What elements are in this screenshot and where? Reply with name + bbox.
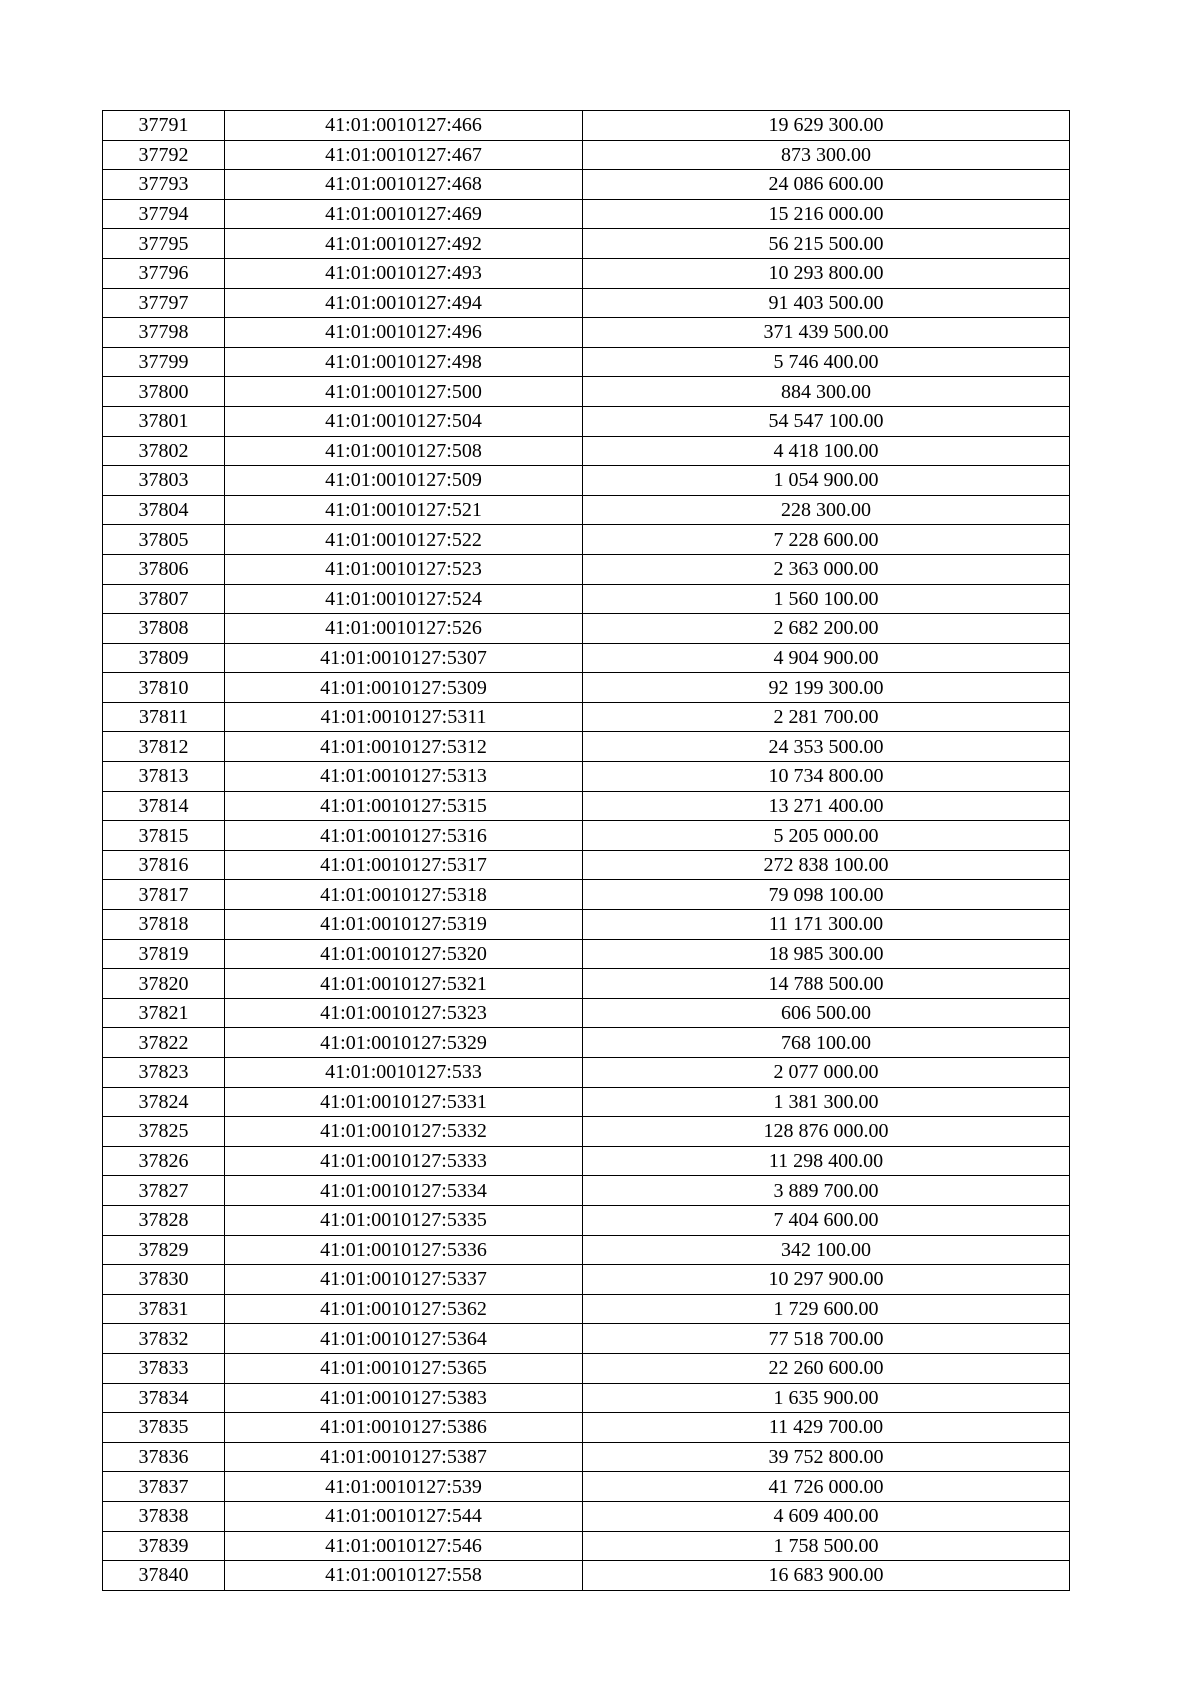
row-number-cell: 37811 — [103, 702, 225, 732]
row-number-cell: 37818 — [103, 910, 225, 940]
row-number-cell: 37823 — [103, 1058, 225, 1088]
cadastral-value-cell: 3 889 700.00 — [583, 1176, 1070, 1206]
cadastral-number-cell: 41:01:0010127:5387 — [225, 1442, 583, 1472]
table-row — [103, 732, 1070, 762]
cadastral-value-cell: 1 560 100.00 — [583, 584, 1070, 614]
row-number-cell: 37824 — [103, 1087, 225, 1117]
cadastral-value-cell: 1 758 500.00 — [583, 1531, 1070, 1561]
row-number-cell: 37815 — [103, 821, 225, 851]
cadastral-value-cell: 2 077 000.00 — [583, 1058, 1070, 1088]
cadastral-value-cell: 1 729 600.00 — [583, 1294, 1070, 1324]
row-number-cell: 37799 — [103, 347, 225, 377]
cadastral-value-cell: 13 271 400.00 — [583, 791, 1070, 821]
table-row — [103, 1235, 1070, 1265]
row-number-cell: 37825 — [103, 1117, 225, 1147]
table-row — [103, 1146, 1070, 1176]
cadastral-number-cell: 41:01:0010127:526 — [225, 614, 583, 644]
row-number-cell: 37822 — [103, 1028, 225, 1058]
row-number-cell: 37805 — [103, 525, 225, 555]
row-number-cell: 37840 — [103, 1561, 225, 1591]
row-number-cell: 37798 — [103, 318, 225, 348]
row-number-cell: 37837 — [103, 1472, 225, 1502]
cadastral-value-cell: 10 734 800.00 — [583, 762, 1070, 792]
cadastral-number-cell: 41:01:0010127:494 — [225, 288, 583, 318]
row-number-cell: 37828 — [103, 1205, 225, 1235]
cadastral-number-cell: 41:01:0010127:5307 — [225, 643, 583, 673]
cadastral-number-cell: 41:01:0010127:539 — [225, 1472, 583, 1502]
table-row — [103, 762, 1070, 792]
cadastral-number-cell: 41:01:0010127:5316 — [225, 821, 583, 851]
row-number-cell: 37812 — [103, 732, 225, 762]
cadastral-number-cell: 41:01:0010127:5331 — [225, 1087, 583, 1117]
cadastral-number-cell: 41:01:0010127:523 — [225, 554, 583, 584]
cadastral-value-cell: 14 788 500.00 — [583, 969, 1070, 999]
row-number-cell: 37791 — [103, 111, 225, 141]
cadastral-number-cell: 41:01:0010127:5332 — [225, 1117, 583, 1147]
cadastral-number-cell: 41:01:0010127:5362 — [225, 1294, 583, 1324]
row-number-cell: 37830 — [103, 1265, 225, 1295]
table-row — [103, 1383, 1070, 1413]
table-row — [103, 199, 1070, 229]
row-number-cell: 37821 — [103, 998, 225, 1028]
cadastral-number-cell: 41:01:0010127:493 — [225, 258, 583, 288]
cadastral-value-cell: 24 086 600.00 — [583, 170, 1070, 200]
cadastral-number-cell: 41:01:0010127:5313 — [225, 762, 583, 792]
row-number-cell: 37826 — [103, 1146, 225, 1176]
row-number-cell: 37800 — [103, 377, 225, 407]
cadastral-number-cell: 41:01:0010127:5309 — [225, 673, 583, 703]
row-number-cell: 37817 — [103, 880, 225, 910]
cadastral-value-cell: 1 381 300.00 — [583, 1087, 1070, 1117]
cadastral-number-cell: 41:01:0010127:5365 — [225, 1353, 583, 1383]
cadastral-number-cell: 41:01:0010127:509 — [225, 466, 583, 496]
cadastral-number-cell: 41:01:0010127:5383 — [225, 1383, 583, 1413]
cadastral-value-cell: 77 518 700.00 — [583, 1324, 1070, 1354]
cadastral-number-cell: 41:01:0010127:5312 — [225, 732, 583, 762]
table-row — [103, 347, 1070, 377]
cadastral-number-cell: 41:01:0010127:5323 — [225, 998, 583, 1028]
cadastral-number-cell: 41:01:0010127:524 — [225, 584, 583, 614]
cadastral-number-cell: 41:01:0010127:508 — [225, 436, 583, 466]
table-row — [103, 850, 1070, 880]
cadastral-value-cell: 4 418 100.00 — [583, 436, 1070, 466]
cadastral-number-cell: 41:01:0010127:546 — [225, 1531, 583, 1561]
cadastral-value-cell: 5 205 000.00 — [583, 821, 1070, 851]
cadastral-number-cell: 41:01:0010127:5317 — [225, 850, 583, 880]
cadastral-number-cell: 41:01:0010127:496 — [225, 318, 583, 348]
cadastral-number-cell: 41:01:0010127:5319 — [225, 910, 583, 940]
table-row — [103, 229, 1070, 259]
cadastral-number-cell: 41:01:0010127:5311 — [225, 702, 583, 732]
row-number-cell: 37807 — [103, 584, 225, 614]
cadastral-value-cell: 11 429 700.00 — [583, 1413, 1070, 1443]
table-row — [103, 1117, 1070, 1147]
table-row — [103, 1353, 1070, 1383]
cadastral-number-cell: 41:01:0010127:498 — [225, 347, 583, 377]
row-number-cell: 37803 — [103, 466, 225, 496]
cadastral-value-cell: 371 439 500.00 — [583, 318, 1070, 348]
cadastral-value-cell: 10 293 800.00 — [583, 258, 1070, 288]
cadastral-number-cell: 41:01:0010127:544 — [225, 1501, 583, 1531]
row-number-cell: 37795 — [103, 229, 225, 259]
row-number-cell: 37806 — [103, 554, 225, 584]
table-row — [103, 910, 1070, 940]
row-number-cell: 37820 — [103, 969, 225, 999]
cadastral-number-cell: 41:01:0010127:558 — [225, 1561, 583, 1591]
table-row — [103, 436, 1070, 466]
table-row — [103, 288, 1070, 318]
row-number-cell: 37833 — [103, 1353, 225, 1383]
cadastral-number-cell: 41:01:0010127:500 — [225, 377, 583, 407]
row-number-cell: 37832 — [103, 1324, 225, 1354]
cadastral-value-cell: 10 297 900.00 — [583, 1265, 1070, 1295]
cadastral-number-cell: 41:01:0010127:492 — [225, 229, 583, 259]
cadastral-number-cell: 41:01:0010127:521 — [225, 495, 583, 525]
cadastral-number-cell: 41:01:0010127:5337 — [225, 1265, 583, 1295]
cadastral-value-cell: 2 682 200.00 — [583, 614, 1070, 644]
cadastral-value-cell: 7 228 600.00 — [583, 525, 1070, 555]
cadastral-value-cell: 4 609 400.00 — [583, 1501, 1070, 1531]
table-row — [103, 140, 1070, 170]
cadastral-value-cell: 228 300.00 — [583, 495, 1070, 525]
cadastral-number-cell: 41:01:0010127:533 — [225, 1058, 583, 1088]
cadastral-value-cell: 91 403 500.00 — [583, 288, 1070, 318]
row-number-cell: 37796 — [103, 258, 225, 288]
cadastral-number-cell: 41:01:0010127:5333 — [225, 1146, 583, 1176]
table-row — [103, 111, 1070, 141]
cadastral-value-cell: 11 171 300.00 — [583, 910, 1070, 940]
row-number-cell: 37831 — [103, 1294, 225, 1324]
cadastral-value-cell: 16 683 900.00 — [583, 1561, 1070, 1591]
row-number-cell: 37793 — [103, 170, 225, 200]
table-row — [103, 998, 1070, 1028]
cadastral-value-cell: 15 216 000.00 — [583, 199, 1070, 229]
row-number-cell: 37804 — [103, 495, 225, 525]
cadastral-value-cell: 92 199 300.00 — [583, 673, 1070, 703]
row-number-cell: 37808 — [103, 614, 225, 644]
cadastral-value-cell: 1 054 900.00 — [583, 466, 1070, 496]
cadastral-value-cell: 768 100.00 — [583, 1028, 1070, 1058]
row-number-cell: 37792 — [103, 140, 225, 170]
table-row — [103, 791, 1070, 821]
cadastral-number-cell: 41:01:0010127:5318 — [225, 880, 583, 910]
table-row — [103, 258, 1070, 288]
cadastral-value-cell: 1 635 900.00 — [583, 1383, 1070, 1413]
cadastral-number-cell: 41:01:0010127:5329 — [225, 1028, 583, 1058]
cadastral-value-cell: 4 904 900.00 — [583, 643, 1070, 673]
cadastral-value-cell: 873 300.00 — [583, 140, 1070, 170]
table-row — [103, 170, 1070, 200]
cadastral-value-cell: 342 100.00 — [583, 1235, 1070, 1265]
table-row — [103, 584, 1070, 614]
cadastral-value-cell: 41 726 000.00 — [583, 1472, 1070, 1502]
cadastral-number-cell: 41:01:0010127:5321 — [225, 969, 583, 999]
table-row — [103, 406, 1070, 436]
row-number-cell: 37801 — [103, 406, 225, 436]
row-number-cell: 37809 — [103, 643, 225, 673]
cadastral-value-cell: 56 215 500.00 — [583, 229, 1070, 259]
cadastral-number-cell: 41:01:0010127:5320 — [225, 939, 583, 969]
table-row — [103, 495, 1070, 525]
cadastral-value-cell: 22 260 600.00 — [583, 1353, 1070, 1383]
table-row — [103, 1472, 1070, 1502]
row-number-cell: 37816 — [103, 850, 225, 880]
table-row — [103, 1205, 1070, 1235]
cadastral-number-cell: 41:01:0010127:5336 — [225, 1235, 583, 1265]
table-row — [103, 554, 1070, 584]
cadastral-number-cell: 41:01:0010127:5335 — [225, 1205, 583, 1235]
table-row — [103, 1087, 1070, 1117]
table-row — [103, 1501, 1070, 1531]
table-row — [103, 1028, 1070, 1058]
table-row — [103, 939, 1070, 969]
table-row — [103, 643, 1070, 673]
row-number-cell: 37810 — [103, 673, 225, 703]
row-number-cell: 37794 — [103, 199, 225, 229]
cadastral-value-cell: 19 629 300.00 — [583, 111, 1070, 141]
table-row — [103, 525, 1070, 555]
table-row — [103, 1058, 1070, 1088]
row-number-cell: 37835 — [103, 1413, 225, 1443]
cadastral-value-cell: 11 298 400.00 — [583, 1146, 1070, 1176]
cadastral-value-cell: 272 838 100.00 — [583, 850, 1070, 880]
cadastral-number-cell: 41:01:0010127:466 — [225, 111, 583, 141]
cadastral-value-cell: 7 404 600.00 — [583, 1205, 1070, 1235]
row-number-cell: 37814 — [103, 791, 225, 821]
cadastral-number-cell: 41:01:0010127:522 — [225, 525, 583, 555]
row-number-cell: 37838 — [103, 1501, 225, 1531]
row-number-cell: 37829 — [103, 1235, 225, 1265]
row-number-cell: 37797 — [103, 288, 225, 318]
table-row — [103, 880, 1070, 910]
table-row — [103, 1561, 1070, 1591]
table-row — [103, 1324, 1070, 1354]
row-number-cell: 37839 — [103, 1531, 225, 1561]
table-row — [103, 1294, 1070, 1324]
cadastral-value-cell: 606 500.00 — [583, 998, 1070, 1028]
row-number-cell: 37827 — [103, 1176, 225, 1206]
cadastral-number-cell: 41:01:0010127:468 — [225, 170, 583, 200]
cadastral-value-cell: 54 547 100.00 — [583, 406, 1070, 436]
cadastral-value-cell: 128 876 000.00 — [583, 1117, 1070, 1147]
row-number-cell: 37813 — [103, 762, 225, 792]
table-row — [103, 1176, 1070, 1206]
cadastral-value-cell: 2 363 000.00 — [583, 554, 1070, 584]
cadastral-value-table — [102, 110, 1070, 1591]
row-number-cell: 37836 — [103, 1442, 225, 1472]
cadastral-number-cell: 41:01:0010127:5364 — [225, 1324, 583, 1354]
cadastral-value-cell: 18 985 300.00 — [583, 939, 1070, 969]
table-row — [103, 1442, 1070, 1472]
table-row — [103, 377, 1070, 407]
row-number-cell: 37802 — [103, 436, 225, 466]
row-number-cell: 37819 — [103, 939, 225, 969]
table-row — [103, 614, 1070, 644]
cadastral-value-cell: 2 281 700.00 — [583, 702, 1070, 732]
table-row — [103, 821, 1070, 851]
table-row — [103, 318, 1070, 348]
table-row — [103, 702, 1070, 732]
cadastral-value-cell: 24 353 500.00 — [583, 732, 1070, 762]
table-row — [103, 1531, 1070, 1561]
cadastral-value-cell: 5 746 400.00 — [583, 347, 1070, 377]
cadastral-value-cell: 79 098 100.00 — [583, 880, 1070, 910]
row-number-cell: 37834 — [103, 1383, 225, 1413]
cadastral-number-cell: 41:01:0010127:5386 — [225, 1413, 583, 1443]
table-row — [103, 1265, 1070, 1295]
cadastral-number-cell: 41:01:0010127:467 — [225, 140, 583, 170]
table-row — [103, 673, 1070, 703]
table-row — [103, 1413, 1070, 1443]
cadastral-number-cell: 41:01:0010127:469 — [225, 199, 583, 229]
table-body — [103, 111, 1070, 1591]
cadastral-number-cell: 41:01:0010127:5315 — [225, 791, 583, 821]
cadastral-number-cell: 41:01:0010127:5334 — [225, 1176, 583, 1206]
table-row — [103, 969, 1070, 999]
cadastral-number-cell: 41:01:0010127:504 — [225, 406, 583, 436]
cadastral-value-cell: 884 300.00 — [583, 377, 1070, 407]
cadastral-value-cell: 39 752 800.00 — [583, 1442, 1070, 1472]
table-row — [103, 466, 1070, 496]
